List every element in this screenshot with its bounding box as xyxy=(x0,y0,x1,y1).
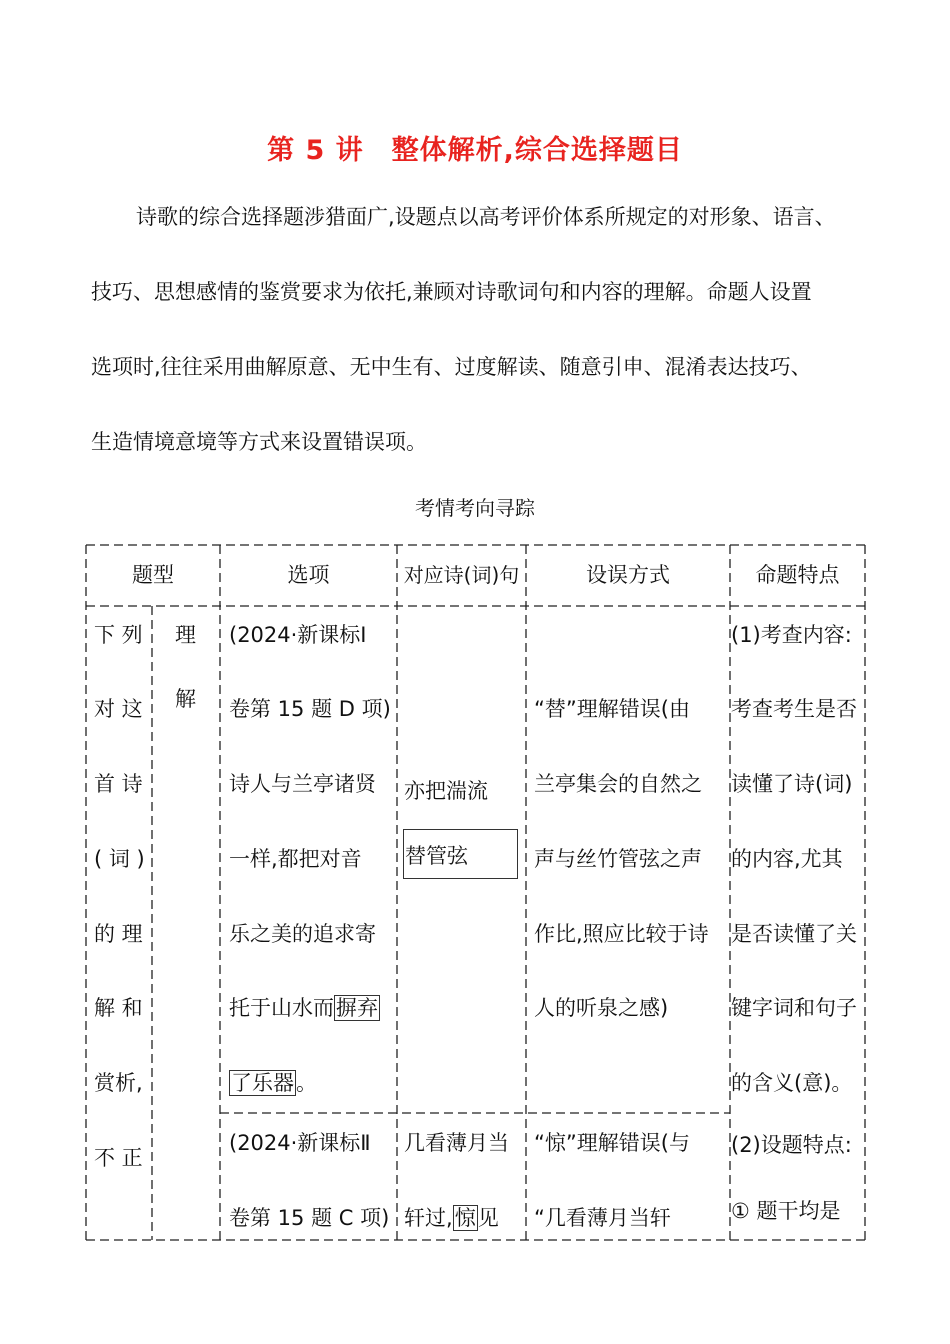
row1-line-1: 亦把湍流 xyxy=(404,779,488,803)
row2-error-line-1: “惊”理解错误(与 xyxy=(534,1131,690,1155)
type-line-6: 解 和 xyxy=(94,996,143,1020)
row1-option-text: 。 xyxy=(296,1071,317,1095)
row2-option-line-1: (2024·新课标Ⅱ xyxy=(229,1131,371,1155)
row1-option-text: 托于山水而 xyxy=(229,996,334,1020)
header-corresponding-line: 对应诗(词)句 xyxy=(403,563,520,587)
row2-line-text: 见 xyxy=(477,1206,499,1230)
row2-line-text: 轩过, xyxy=(404,1206,453,1230)
row1-option-line-1: (2024·新课标Ⅰ xyxy=(229,623,367,647)
row1-option-line-6 xyxy=(229,993,380,1023)
feature-line-5: 是否读懂了关 xyxy=(731,922,857,946)
type-line-1: 下 列 xyxy=(94,623,143,647)
header-option: 选项 xyxy=(287,563,330,587)
feature-line-4: 的内容,尤其 xyxy=(731,847,843,871)
row1-option-line-7 xyxy=(229,1068,317,1098)
row2-option-line-2: 卷第 15 题 C 项) xyxy=(229,1206,390,1230)
feature-line-7: 的含义(意)。 xyxy=(731,1071,853,1095)
row1-option-line-2: 卷第 15 题 D 项) xyxy=(229,697,391,721)
row1-line-boxed: 替管弦 xyxy=(405,844,468,868)
table-caption: 考情考向寻踪 xyxy=(415,496,535,520)
row2-error-line-2: “几看薄月当轩 xyxy=(534,1206,671,1230)
intro-line-2: 技巧、思想感情的鉴赏要求为依托,兼顾对诗歌词句和内容的理解。命题人设置 xyxy=(91,280,812,304)
row1-error-line-5: 人的听泉之感) xyxy=(534,996,669,1020)
row1-error-line-4: 作比,照应比较于诗 xyxy=(534,922,709,946)
type-line-8: 不 正 xyxy=(94,1146,143,1170)
intro-line-1: 诗歌的综合选择题涉猎面广,设题点以高考评价体系所规定的对形象、语言、 xyxy=(136,205,836,229)
subtype-char-2: 解 xyxy=(175,687,196,711)
header-question-type: 题型 xyxy=(132,563,174,587)
feature-line-3: 读懂了诗(词) xyxy=(731,772,853,796)
intro-line-3: 选项时,往往采用曲解原意、无中生有、过度解读、随意引申、混淆表达技巧、 xyxy=(91,355,812,379)
feature-line-9: ① 题干均是 xyxy=(731,1199,841,1223)
row1-option-line-3: 诗人与兰亭诸贤 xyxy=(229,772,376,796)
intro-line-4: 生造情境意境等方式来设置错误项。 xyxy=(91,430,427,454)
row1-error-line-3: 声与丝竹管弦之声 xyxy=(534,847,702,871)
header-error-method: 设误方式 xyxy=(586,563,670,587)
row1-option-line-5: 乐之美的追求寄 xyxy=(229,922,376,946)
row1-option-line-4: 一样,都把对音 xyxy=(229,847,362,871)
type-line-3: 首 诗 xyxy=(94,772,143,796)
subtype-char-1: 理 xyxy=(175,623,196,647)
feature-line-1: (1)考查内容: xyxy=(731,623,852,647)
feature-line-2: 考查考生是否 xyxy=(731,697,857,721)
highlight-box: 惊 xyxy=(454,1206,476,1230)
row2-line-1: 几看薄月当 xyxy=(404,1131,509,1155)
type-line-5: 的 理 xyxy=(94,922,143,946)
type-line-2: 对 这 xyxy=(94,697,143,721)
row1-error-line-2: 兰亭集会的自然之 xyxy=(534,772,702,796)
feature-line-8: (2)设题特点: xyxy=(731,1133,852,1157)
lecture-number: 第 5 讲 xyxy=(267,135,364,166)
row1-error-line-1: “替”理解错误(由 xyxy=(534,697,690,721)
type-line-4: ( 词 ) xyxy=(94,847,145,871)
feature-line-6: 键字词和句子 xyxy=(731,996,857,1020)
row2-line-2 xyxy=(404,1203,499,1233)
type-line-7: 赏析, xyxy=(94,1071,143,1095)
header-features: 命题特点 xyxy=(755,563,840,587)
highlight-box: 摒弃 xyxy=(336,996,378,1020)
highlight-box: 了乐器 xyxy=(231,1071,294,1095)
lecture-title: 整体解析,综合选择题目 xyxy=(391,135,683,166)
